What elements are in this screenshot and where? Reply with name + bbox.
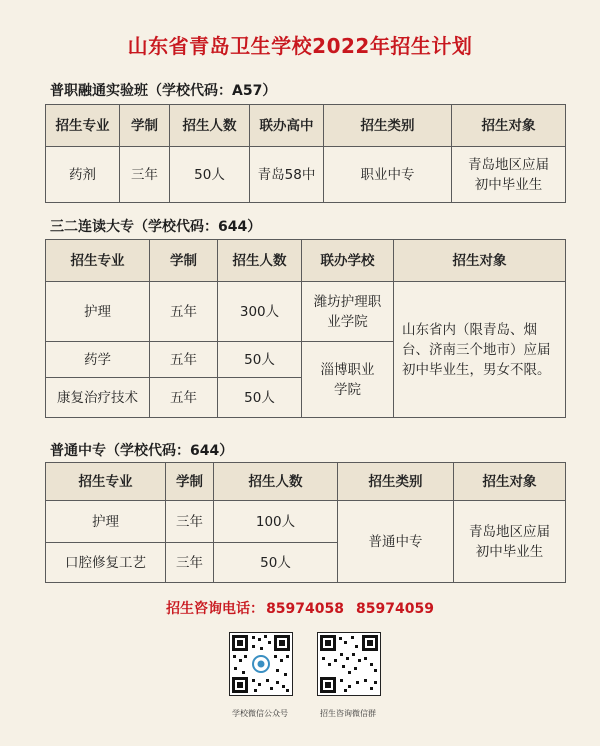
qr-caption-group: 招生咨询微信群 xyxy=(320,709,376,718)
table-header: 招生专业 xyxy=(46,240,150,282)
table-section2 xyxy=(45,239,566,418)
table-cell: 100人 xyxy=(214,501,338,543)
table-row xyxy=(46,147,566,203)
table-cell: 青岛地区应届初中毕业生 xyxy=(452,147,566,203)
table-cell: 50人 xyxy=(218,378,302,418)
table-header: 招生人数 xyxy=(218,240,302,282)
page-title: 山东省青岛卫生学校2022年招生计划 xyxy=(127,34,473,58)
table-row xyxy=(46,282,566,342)
table-cell: 药学 xyxy=(46,342,150,378)
table-cell: 五年 xyxy=(150,378,218,418)
table-cell: 口腔修复工艺 xyxy=(46,543,166,583)
wechat-official-qr-icon xyxy=(229,632,293,696)
table-header: 招生类别 xyxy=(338,463,454,501)
table-cell: 护理 xyxy=(46,282,150,342)
table-header: 招生对象 xyxy=(394,240,566,282)
table-header: 学制 xyxy=(120,105,170,147)
table-cell: 青岛地区应届初中毕业生 xyxy=(454,501,566,583)
qr-caption-official: 学校微信公众号 xyxy=(232,709,288,718)
table-cell: 50人 xyxy=(218,342,302,378)
table-cell: 山东省内（限青岛、烟台、济南三个地市）应届初中毕业生，男女不限。 xyxy=(394,282,566,418)
section2-heading: 三二连读大专（学校代码：644） xyxy=(50,219,262,235)
table-header: 学制 xyxy=(150,240,218,282)
table-cell: 药剂 xyxy=(46,147,120,203)
table-cell: 职业中专 xyxy=(324,147,452,203)
table-cell: 潍坊护理职业学院 xyxy=(302,282,394,342)
table-cell: 50人 xyxy=(170,147,250,203)
table-row xyxy=(46,501,566,543)
table-cell: 三年 xyxy=(120,147,170,203)
table-header: 招生类别 xyxy=(324,105,452,147)
table-cell: 青岛58中 xyxy=(250,147,324,203)
table-cell: 三年 xyxy=(166,543,214,583)
table-cell: 三年 xyxy=(166,501,214,543)
phone-number-1: 85974058 xyxy=(266,601,344,617)
table-cell: 50人 xyxy=(214,543,338,583)
table-header: 招生人数 xyxy=(170,105,250,147)
phone-number-2: 85974059 xyxy=(356,601,434,617)
table-header: 招生对象 xyxy=(452,105,566,147)
table-header: 学制 xyxy=(166,463,214,501)
section3-heading: 普通中专（学校代码：644） xyxy=(50,443,234,459)
contact-label: 招生咨询电话： xyxy=(166,601,265,617)
section1-heading: 普职融通实验班（学校代码：A57） xyxy=(50,83,277,99)
table-header: 招生专业 xyxy=(46,105,120,147)
table-cell: 300人 xyxy=(218,282,302,342)
consult-group-qr-icon xyxy=(317,632,381,696)
table-cell: 康复治疗技术 xyxy=(46,378,150,418)
table-cell: 普通中专 xyxy=(338,501,454,583)
table-header: 联办学校 xyxy=(302,240,394,282)
table-cell: 淄博职业学院 xyxy=(302,342,394,418)
table-header: 联办高中 xyxy=(250,105,324,147)
table-section1 xyxy=(45,104,566,203)
table-header: 招生人数 xyxy=(214,463,338,501)
table-header: 招生对象 xyxy=(454,463,566,501)
table-cell: 护理 xyxy=(46,501,166,543)
table-cell: 五年 xyxy=(150,342,218,378)
table-cell: 五年 xyxy=(150,282,218,342)
table-header: 招生专业 xyxy=(46,463,166,501)
table-section3 xyxy=(45,462,566,583)
contact-phone xyxy=(0,598,600,618)
